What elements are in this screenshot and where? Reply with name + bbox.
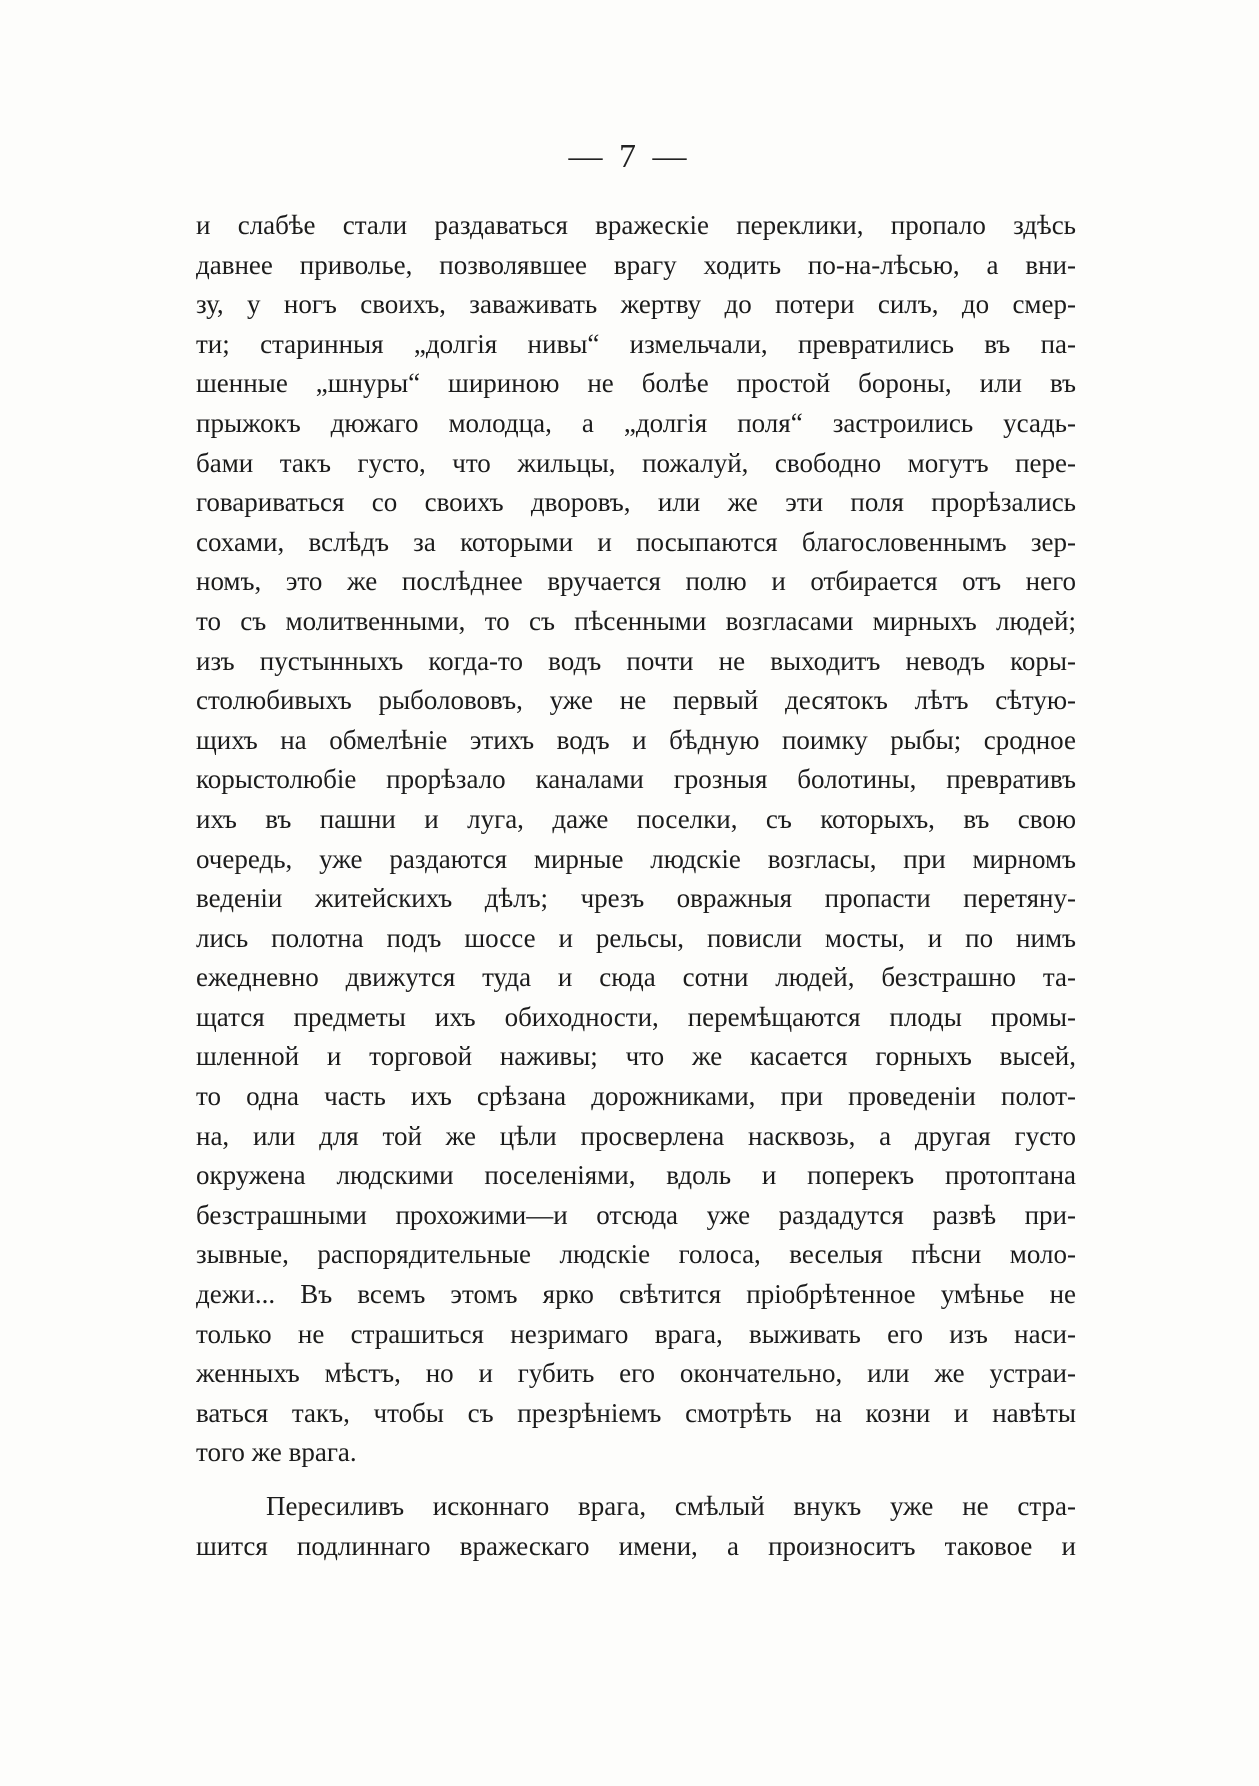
body-text xyxy=(196,206,1076,1566)
text-line: столюбивыхъ рыболововъ, уже не первый десятокъ лѣтъ сѣтую- xyxy=(196,685,1076,716)
text-line: на, или для той же цѣли просверлена насквозь, а другая густо xyxy=(196,1120,1076,1151)
paragraph-gap xyxy=(196,1473,1076,1487)
text-line: только не страшиться незримаго врага, выживать его изъ наси- xyxy=(196,1318,1076,1349)
text-line: давнее приволье, позволявшее врагу ходить по-на-лѣсью, а вни- xyxy=(196,249,1076,280)
text-line: очередь, уже раздаются мирные людскіе возгласы, при мирномъ xyxy=(196,843,1076,874)
paragraph-2 xyxy=(196,1487,1076,1566)
text-line: веденіи житейскихъ дѣлъ; чрезъ овражныя пропасти перетяну- xyxy=(196,883,1076,914)
text-line: щатся предметы ихъ обиходности, перемѣщаются плоды промы- xyxy=(196,1001,1076,1032)
text-line: изъ пустынныхъ когда-то водъ почти не выходитъ неводъ коры- xyxy=(196,645,1076,676)
text-line: корыстолюбіе прорѣзало каналами грозныя болотины, превративъ xyxy=(196,764,1076,795)
text-line: ваться такъ, чтобы съ презрѣніемъ смотрѣть на козни и навѣты xyxy=(196,1397,1076,1428)
text-line: ти; старинныя „долгія нивы“ измельчали, превратились въ па- xyxy=(196,328,1076,359)
text-line: безстрашными прохожими—и отсюда уже раздадутся развѣ при- xyxy=(196,1199,1076,1230)
text-line: бами такъ густо, что жильцы, пожалуй, свободно могутъ пере- xyxy=(196,447,1076,478)
text-line: прыжокъ дюжаго молодца, а „долгія поля“ застроились усадь- xyxy=(196,407,1076,438)
text-line: шенные „шнуры“ шириною не болѣе простой бороны, или въ xyxy=(196,368,1076,399)
text-line: лись полотна подъ шоссе и рельсы, повисли мосты, и по нимъ xyxy=(196,922,1076,953)
text-line: то съ молитвенными, то съ пѣсенными возгласами мирныхъ людей; xyxy=(196,605,1076,636)
text-line: номъ, это же послѣднее вручается полю и отбирается отъ него xyxy=(196,566,1076,597)
text-line: Пересиливъ исконнаго врага, смѣлый внукъ уже не стра- xyxy=(266,1491,1076,1521)
text-line: шится подлиннаго вражескаго имени, а произноситъ таковое и xyxy=(196,1530,1076,1561)
text-line: женныхъ мѣстъ, но и губить его окончательно, или же устраи- xyxy=(196,1358,1076,1389)
text-line: того же врага. xyxy=(196,1437,357,1468)
text-line: и слабѣе стали раздаваться вражескіе переклики, пропало здѣсь xyxy=(196,210,1076,240)
text-line: сохами, вслѣдъ за которыми и посыпаются благословеннымъ зер- xyxy=(196,526,1076,557)
page-number: — 7 — xyxy=(568,138,691,175)
text-line: зывные, распорядительные людскіе голоса, веселыя пѣсни моло- xyxy=(196,1239,1076,1270)
text-line: ихъ въ пашни и луга, даже поселки, съ которыхъ, въ свою xyxy=(196,803,1076,834)
text-line: ежедневно движутся туда и сюда сотни людей, безстрашно та- xyxy=(196,962,1076,993)
text-line: говариваться со своихъ дворовъ, или же эти поля прорѣзались xyxy=(196,487,1076,518)
text-line: то одна часть ихъ срѣзана дорожниками, при проведеніи полот- xyxy=(196,1081,1076,1112)
text-line: окружена людскими поселеніями, вдоль и поперекъ протоптана xyxy=(196,1160,1076,1191)
text-line: зу, у ногъ своихъ, заваживать жертву до потери силъ, до смер- xyxy=(196,289,1076,320)
text-line: щихъ на обмелѣніе этихъ водъ и бѣдную поимку рыбы; сродное xyxy=(196,724,1076,755)
paragraph-1 xyxy=(196,206,1076,1473)
text-line: шленной и торговой наживы; что же касается горныхъ высей, xyxy=(196,1041,1076,1072)
text-line: дежи... Въ всемъ этомъ ярко свѣтится пріобрѣтенное умѣнье не xyxy=(196,1279,1076,1310)
